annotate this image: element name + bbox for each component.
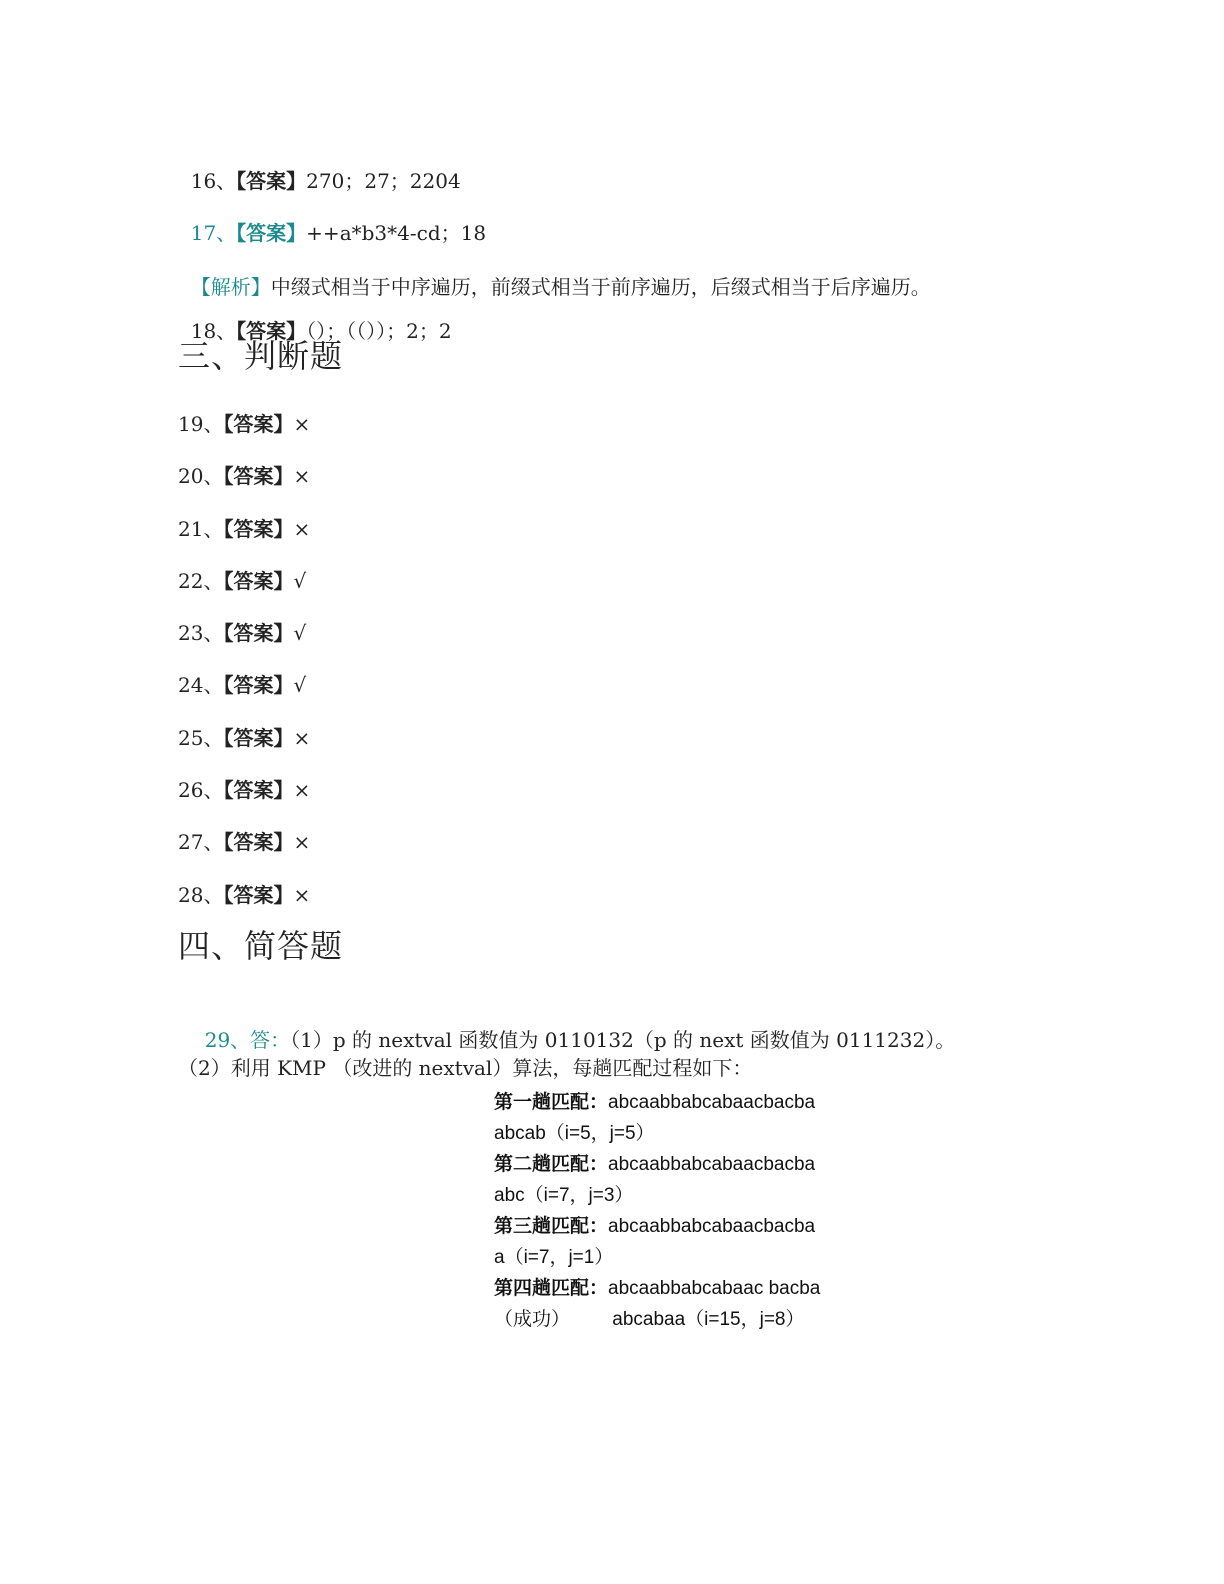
analysis-text: 中缀式相当于中序遍历，前缀式相当于前序遍历，后缀式相当于后序遍历。 (270, 275, 931, 299)
judge-answer (178, 516, 310, 542)
answer-number: 23、 (178, 621, 224, 645)
judge-answer (178, 829, 310, 855)
answer-number: 26、 (178, 778, 224, 802)
kmp-step-text: abcaabbabcabaacbacba (608, 1092, 816, 1113)
answer-number: 29、答： (204, 1028, 291, 1052)
judge-answer (178, 777, 310, 803)
kmp-step-text: abcaabbabcabaacbacba (608, 1216, 816, 1237)
answer-mark: √ (293, 621, 307, 645)
answer-tag: 【答案】 (223, 830, 294, 854)
answer-mark: × (293, 726, 311, 750)
answer-tag: 【答案】 (236, 221, 307, 245)
judge-answer (178, 672, 306, 698)
kmp-step-line (494, 1304, 804, 1335)
answer-mark: √ (293, 673, 307, 697)
answer-mark: × (293, 464, 311, 488)
answer-tag: 【答案】 (223, 778, 294, 802)
judge-answer (178, 620, 306, 646)
kmp-step-label: 第二趟匹配： (494, 1154, 609, 1175)
kmp-step-text: abcaabbabcabaac bacba (608, 1278, 821, 1299)
answer-mark: × (293, 778, 311, 802)
answer-number: 16、 (190, 169, 237, 193)
kmp-step-text: a（i=7，j=1） (494, 1247, 614, 1268)
answer-number: 18、 (190, 319, 237, 343)
kmp-step-line (494, 1118, 655, 1149)
answer-tag: 【答案】 (236, 319, 307, 343)
answer-mark: √ (293, 569, 307, 593)
answer-tag: 【答案】 (223, 621, 294, 645)
answer-tag: 【答案】 (236, 169, 307, 193)
section-heading-short-answer: 四、简答题 (178, 927, 344, 965)
answer-mark: × (293, 412, 311, 436)
judge-answer (178, 568, 306, 594)
answer-tag: 【答案】 (223, 883, 294, 907)
answer-tag: 【答案】 (223, 673, 294, 697)
answer-text: ++a*b3*4-cd；18 (306, 221, 487, 245)
answer-mark: × (293, 830, 311, 854)
answer-mark: × (293, 883, 311, 907)
answer-number: 19、 (178, 412, 224, 436)
answer-tag: 【答案】 (223, 412, 294, 436)
kmp-step-label: 第一趟匹配： (494, 1092, 609, 1113)
answer-tag: 【答案】 (223, 726, 294, 750)
kmp-step-label: 第四趟匹配： (494, 1278, 609, 1299)
analysis-tag: 【解析】 (190, 275, 271, 299)
kmp-step-line (494, 1273, 820, 1304)
answer-text: （1）p 的 nextval 函数值为 0110132（p 的 next 函数值为 0111232）。 (290, 1028, 956, 1052)
kmp-step-line (494, 1242, 613, 1273)
answer-mark: × (293, 517, 311, 541)
kmp-step-text: abcab（i=5，j=5） (494, 1123, 655, 1144)
judge-answer (178, 463, 310, 489)
answer-tag: 【答案】 (223, 517, 294, 541)
section-heading-judge: 三、判断题 (178, 337, 344, 375)
answer-number: 20、 (178, 464, 224, 488)
answer-text: 270；27；2204 (306, 169, 461, 193)
kmp-step-text: abc（i=7，j=3） (494, 1185, 634, 1206)
answer-17 (178, 194, 486, 246)
kmp-step-line (494, 1180, 633, 1211)
answer-number: 22、 (178, 569, 224, 593)
kmp-step-label: 第三趟匹配： (494, 1216, 609, 1237)
answer-number: 28、 (178, 883, 224, 907)
answer-number: 17、 (190, 221, 237, 245)
answer-number: 27、 (178, 830, 224, 854)
kmp-step-line (494, 1149, 815, 1180)
answer-tag: 【答案】 (223, 569, 294, 593)
answer-text: （）；（（））；2；2 (306, 319, 452, 343)
judge-answer (178, 411, 310, 437)
judge-answer (178, 882, 310, 908)
answer-tag: 【答案】 (223, 464, 294, 488)
kmp-step-line (494, 1087, 815, 1118)
answer-29-part2: （2）利用 KMP （改进的 nextval）算法，每趟匹配过程如下： (178, 1056, 753, 1080)
judge-answer (178, 725, 310, 751)
kmp-step-line (494, 1211, 815, 1242)
kmp-step-text: abcabaa（i=15，j=8） (570, 1309, 805, 1330)
kmp-step-text: abcaabbabcabaacbacba (608, 1154, 816, 1175)
answer-number: 21、 (178, 517, 224, 541)
kmp-step-label: （成功） (494, 1309, 571, 1330)
answer-number: 25、 (178, 726, 224, 750)
answer-29-part1 (192, 1001, 955, 1053)
answer-16 (178, 142, 461, 194)
answer-number: 24、 (178, 673, 224, 697)
